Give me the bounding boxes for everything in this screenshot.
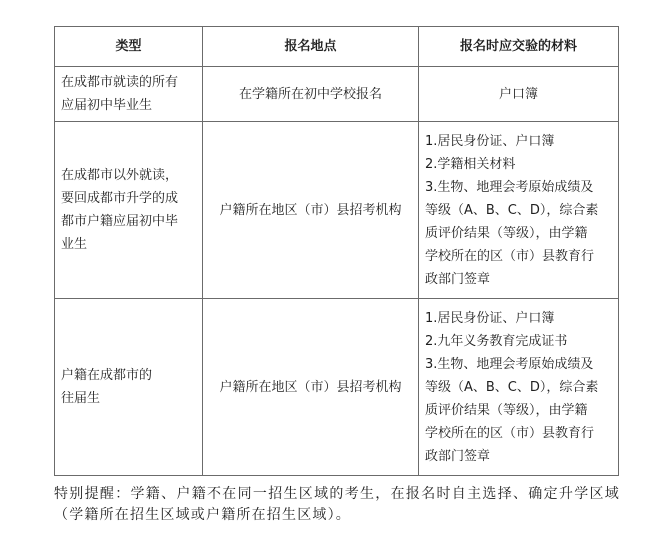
materials-cell bbox=[419, 67, 619, 122]
location-cell: 户籍所在地区（市）县招考机构 bbox=[203, 122, 419, 299]
type-cell bbox=[55, 122, 203, 299]
material-line: 3.生物、地理会考原始成绩及 bbox=[425, 179, 594, 195]
type-line: 在成都市以外就读， bbox=[61, 168, 179, 183]
type-line: 业生 bbox=[61, 237, 88, 252]
type-line: 户籍在成都市的 bbox=[61, 368, 153, 383]
material-line: 政部门签章 bbox=[425, 271, 491, 287]
material-line: 学校所在的区（市）县教育行 bbox=[425, 248, 595, 264]
material-line: 2.九年义务教育完成证书 bbox=[425, 333, 568, 349]
materials-cell bbox=[419, 122, 619, 299]
header-type: 类型 bbox=[55, 27, 203, 67]
table-row bbox=[55, 299, 619, 476]
type-line: 往届生 bbox=[61, 391, 101, 406]
material-line: 等级（A、B、C、D），综合素 bbox=[425, 379, 599, 395]
table-row bbox=[55, 122, 619, 299]
special-reminder-note: 特别提醒：学籍、户籍不在同一招生区域的考生，在报名时自主选择、确定升学区域（学籍所在招生区域或户籍所在招生区域）。 bbox=[54, 486, 620, 523]
table-header-row bbox=[55, 27, 619, 67]
material-line: 1.居民身份证、户口簿 bbox=[425, 310, 555, 326]
material-line: 户口簿 bbox=[498, 86, 538, 102]
registration-table bbox=[54, 26, 619, 476]
type-line: 在成都市就读的所有 bbox=[61, 75, 179, 90]
material-line: 政部门签章 bbox=[425, 448, 491, 464]
type-line: 都市户籍应届初中毕 bbox=[61, 214, 179, 229]
type-cell bbox=[55, 67, 203, 122]
header-location: 报名地点 bbox=[203, 27, 419, 67]
type-line: 应届初中毕业生 bbox=[61, 98, 153, 113]
material-line: 学校所在的区（市）县教育行 bbox=[425, 425, 595, 441]
type-cell bbox=[55, 299, 203, 476]
material-line: 质评价结果（等级），由学籍 bbox=[425, 402, 588, 418]
header-materials: 报名时应交验的材料 bbox=[419, 27, 619, 67]
location-cell: 户籍所在地区（市）县招考机构 bbox=[203, 299, 419, 476]
location-cell: 在学籍所在初中学校报名 bbox=[203, 67, 419, 122]
materials-cell bbox=[419, 299, 619, 476]
material-line: 3.生物、地理会考原始成绩及 bbox=[425, 356, 594, 372]
material-line: 等级（A、B、C、D），综合素 bbox=[425, 202, 599, 218]
material-line: 质评价结果（等级），由学籍 bbox=[425, 225, 588, 241]
material-line: 1.居民身份证、户口簿 bbox=[425, 133, 555, 149]
material-line: 2.学籍相关材料 bbox=[425, 156, 516, 172]
table-row bbox=[55, 67, 619, 122]
type-line: 要回成都市升学的成 bbox=[61, 191, 179, 206]
